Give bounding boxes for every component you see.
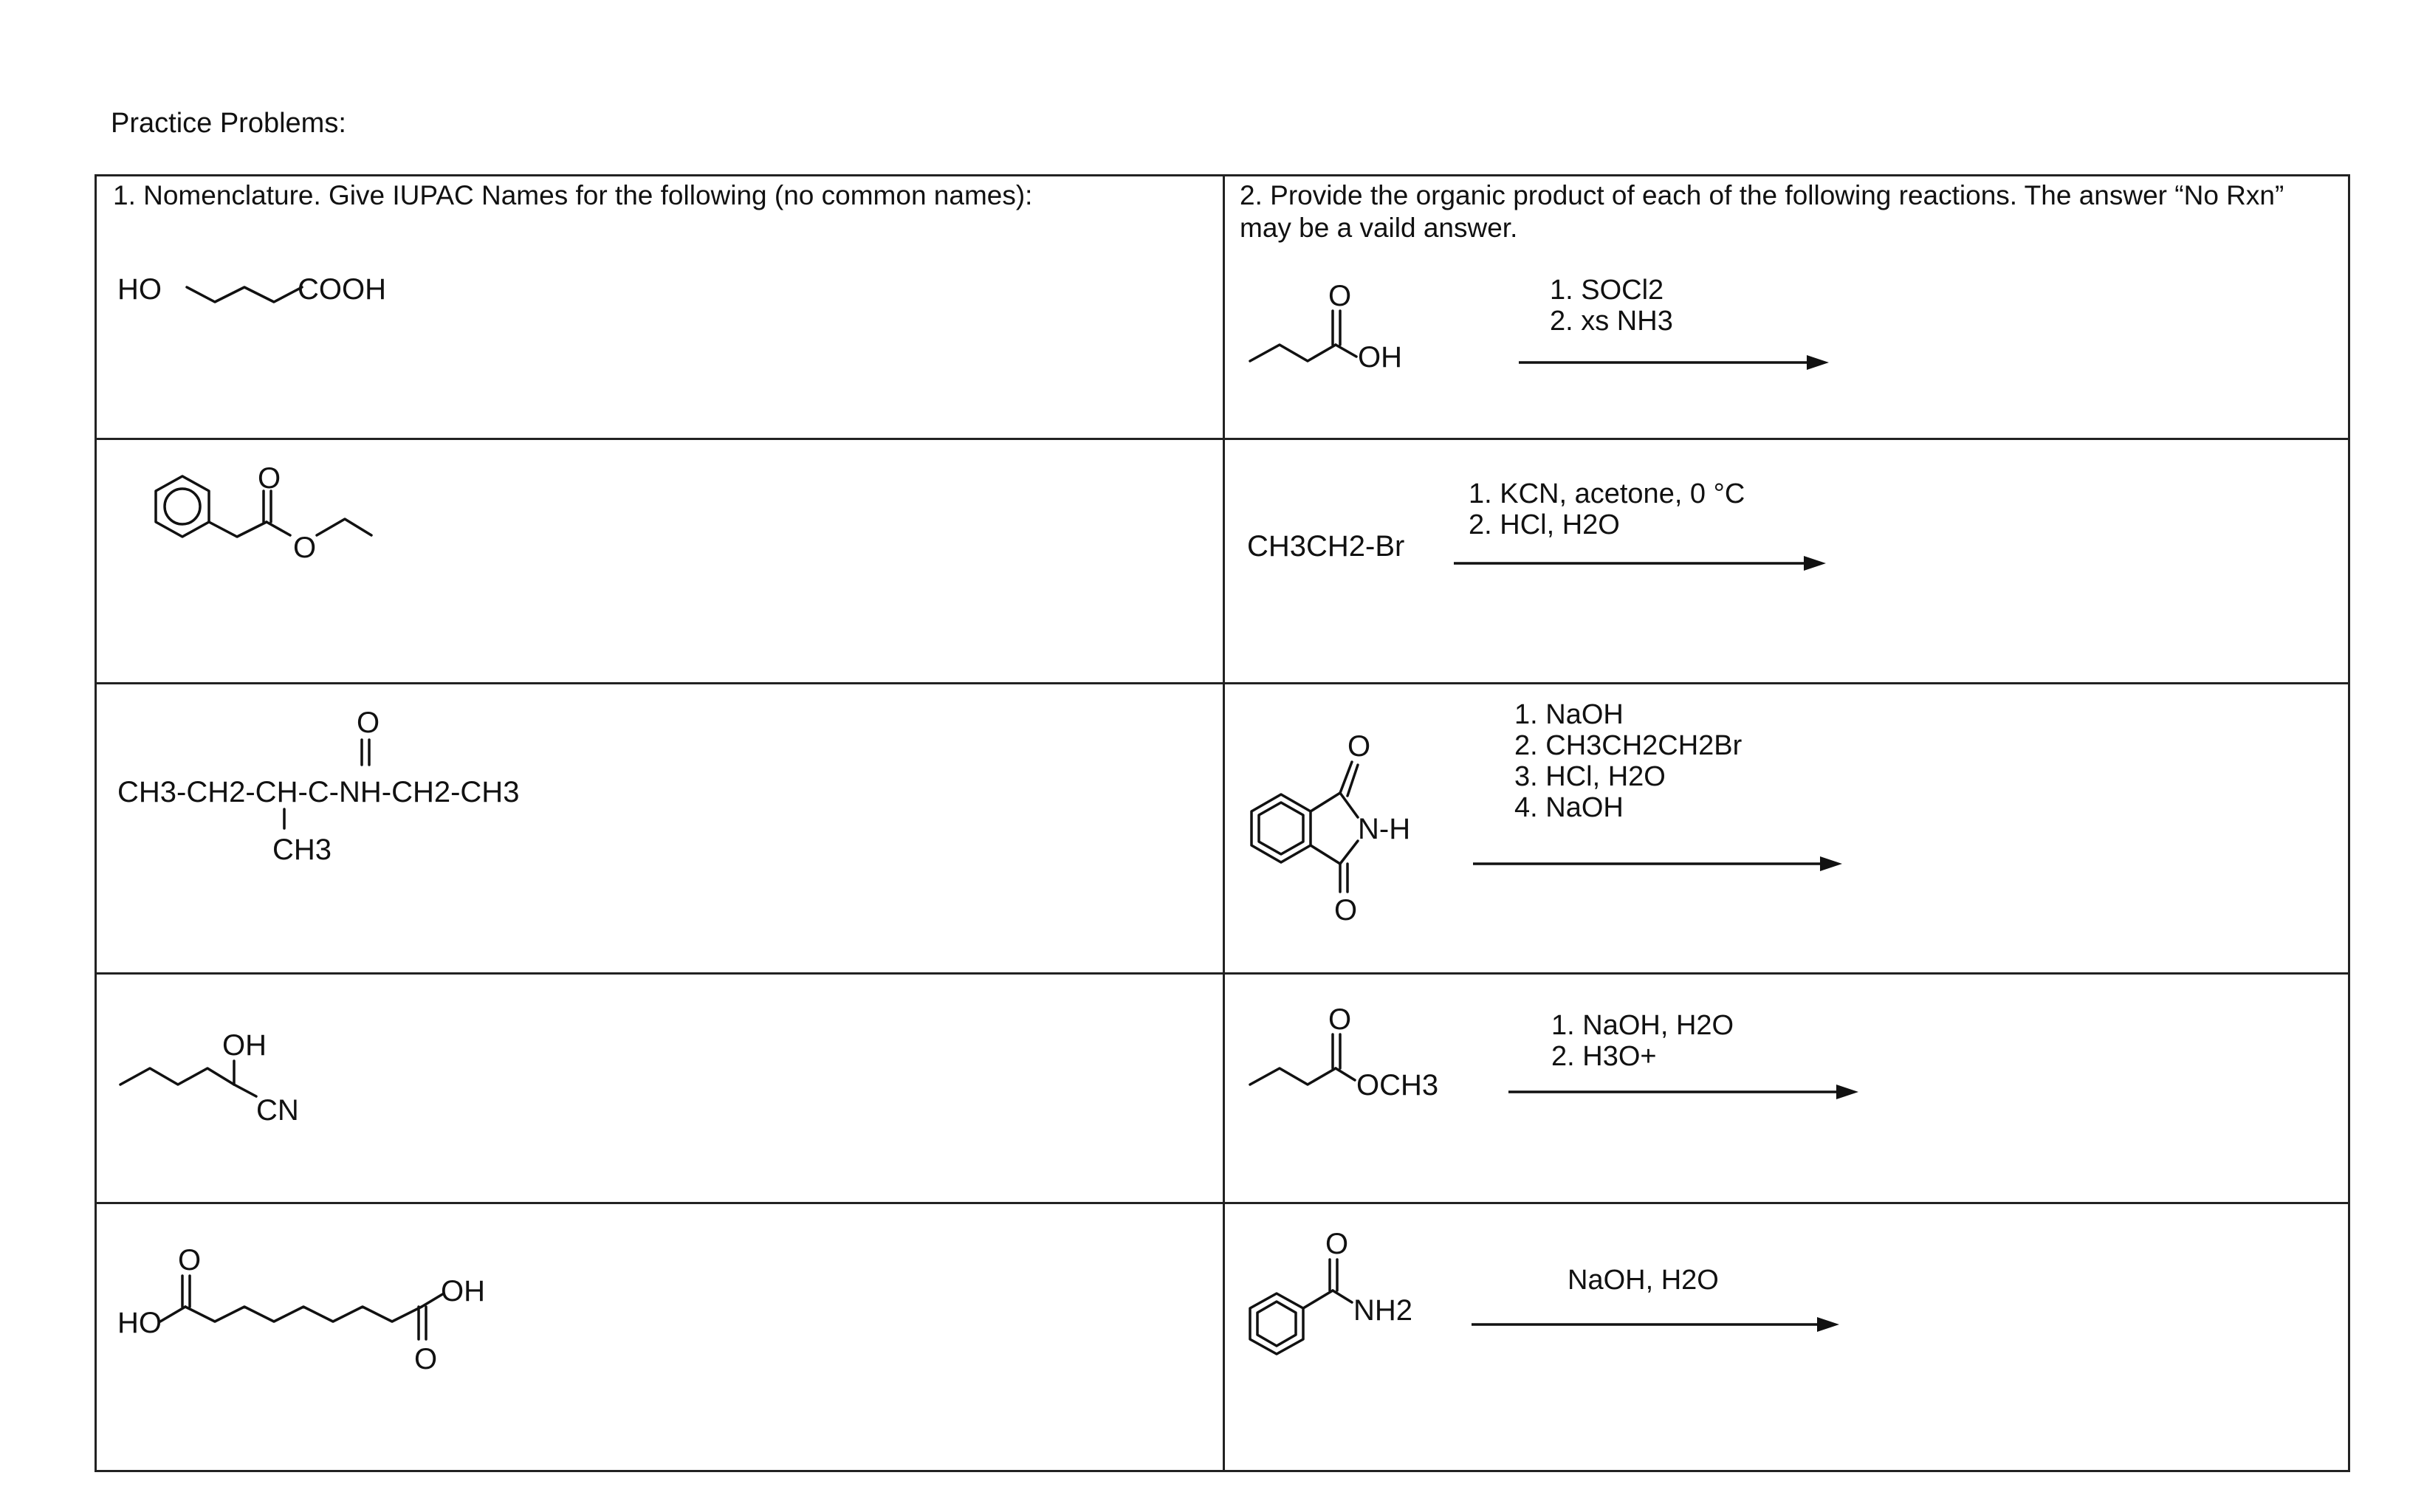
- arrow-head: [1817, 1317, 1839, 1332]
- condition-2: 2. xs NH3: [1550, 306, 1673, 337]
- carbon-chain: [185, 1307, 422, 1322]
- carbonyl-oxygen-label: O: [357, 707, 380, 739]
- structure-cyanohydrin: [97, 972, 1223, 1202]
- inner-ring: [1259, 803, 1303, 854]
- bottom-carbonyl-oxygen: O: [414, 1343, 438, 1375]
- right-hydroxyl-label: OH: [441, 1275, 485, 1307]
- structure-ethyl-phenylacetate: [97, 438, 1223, 682]
- reaction-4: [1225, 972, 2352, 1202]
- amine-label: NH2: [1353, 1294, 1413, 1327]
- problems-table: [95, 174, 2350, 1472]
- structure-amide: [97, 682, 1223, 972]
- hydroxyl-label: OH: [222, 1029, 267, 1062]
- ester-chain: [1250, 1068, 1336, 1085]
- condition-2: 2. H3O+: [1551, 1041, 1657, 1072]
- methyl-branch-label: CH3: [272, 834, 332, 866]
- methoxy-label: OCH3: [1356, 1069, 1439, 1102]
- carbonyl-oxygen-label: O: [1328, 280, 1352, 312]
- reaction-1: [1225, 176, 2352, 438]
- arrow-head: [1804, 556, 1826, 571]
- condition-3: 3. HCl, H2O: [1514, 761, 1666, 792]
- carbonyl-oxygen-label: O: [1328, 1003, 1352, 1036]
- reaction-5: [1225, 1202, 2352, 1474]
- bottom-oxygen-label: O: [1334, 894, 1358, 927]
- condition-4: 4. NaOH: [1514, 792, 1624, 823]
- carbonyl-oxygen-label: O: [1325, 1228, 1349, 1260]
- structure-hydroxybutanoic-acid: [97, 176, 1223, 438]
- condition-2: 2. CH3CH2CH2Br: [1514, 730, 1743, 761]
- condition-1: NaOH, H2O: [1568, 1265, 1719, 1296]
- reaction-3: [1225, 682, 2352, 972]
- condition-1: 1. KCN, acetone, 0 °C: [1469, 478, 1745, 509]
- condition-1: 1. NaOH, H2O: [1551, 1010, 1734, 1041]
- condition-1: 1. NaOH: [1514, 699, 1624, 730]
- ester-oxygen-label: O: [293, 532, 317, 564]
- condition-2: 2. HCl, H2O: [1469, 509, 1620, 540]
- imide-nh-label: N-H: [1358, 813, 1411, 845]
- section2-heading: 2. Provide the organic product of each of the following reactions. The answer “No Rxn” may be a vaild answer.: [1240, 180, 2284, 243]
- methylene-bond: [209, 522, 267, 537]
- propanoic-chain: [1250, 345, 1336, 361]
- section1-heading: 1. Nomenclature. Give IUPAC Names for the following (no common names):: [113, 180, 1033, 210]
- ethyl-group: [317, 519, 371, 535]
- amide-chain-label: CH3-CH2-CH-C-NH-CH2-CH3: [117, 776, 520, 808]
- structure-diacid: [97, 1202, 1223, 1474]
- carboxyl-label: COOH: [298, 273, 386, 306]
- top-carbonyl-oxygen: O: [178, 1244, 202, 1276]
- page-title: Practice Problems:: [111, 108, 346, 139]
- reactant-label: CH3CH2-Br: [1247, 530, 1405, 563]
- carbon-chain: [187, 287, 302, 302]
- aromatic-circle: [165, 489, 200, 524]
- benzene-ring: [1252, 794, 1311, 862]
- hydroxyl-label: OH: [1358, 341, 1402, 374]
- condition-1: 1. SOCl2: [1550, 275, 1664, 306]
- left-hydroxyl-label: HO: [117, 1307, 162, 1339]
- carbon-chain: [120, 1068, 234, 1085]
- arrow-head: [1820, 856, 1842, 871]
- arrow-head: [1836, 1085, 1858, 1099]
- inner-ring: [1257, 1302, 1296, 1346]
- reaction-2: [1225, 438, 2352, 682]
- top-oxygen-label: O: [1347, 730, 1371, 763]
- nitrile-label: CN: [256, 1094, 299, 1127]
- hydroxyl-label: HO: [117, 273, 162, 306]
- carbonyl-oxygen-label: O: [258, 462, 281, 495]
- arrow-head: [1807, 355, 1829, 370]
